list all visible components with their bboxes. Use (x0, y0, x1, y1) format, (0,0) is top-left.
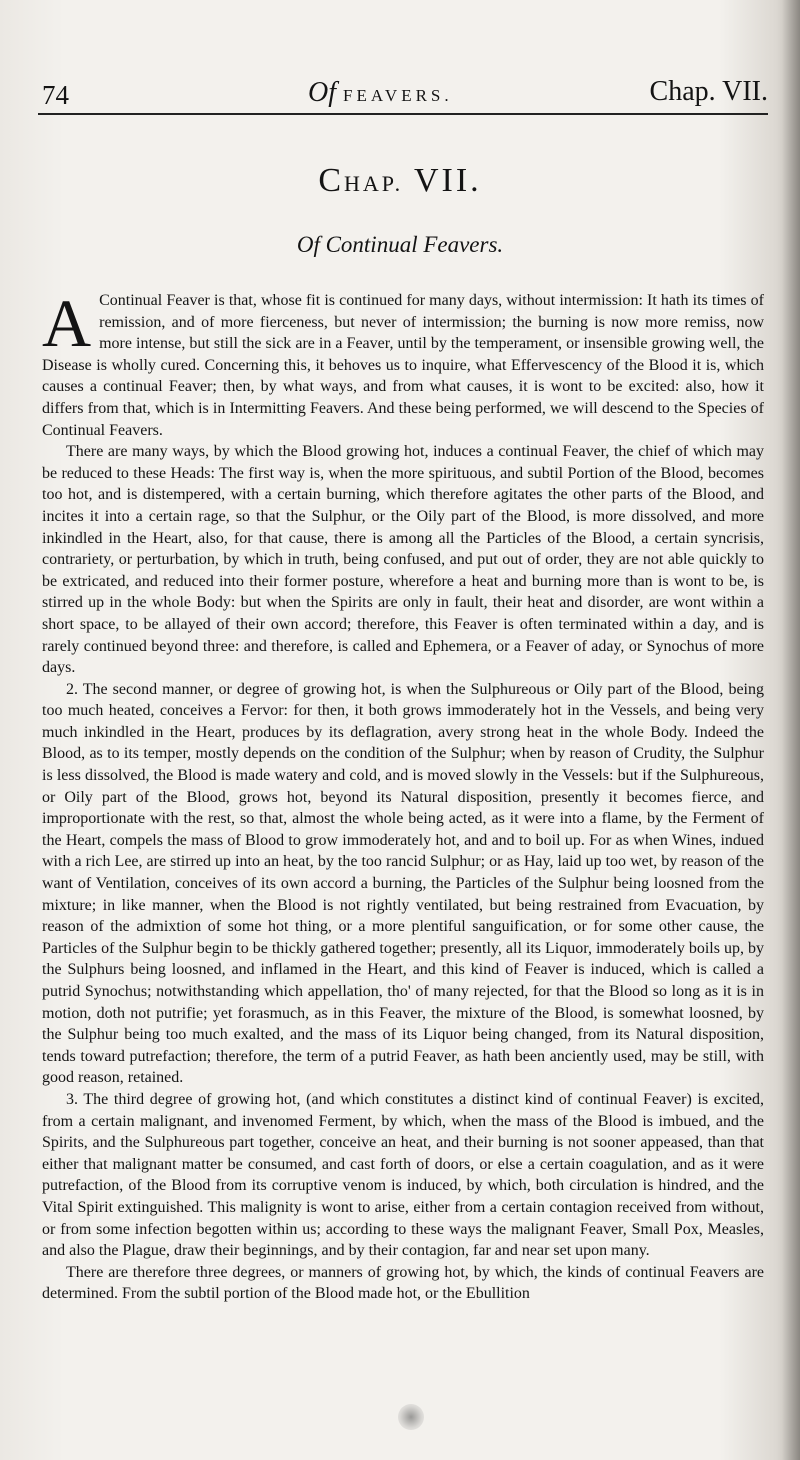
chapter-heading-numeral: VII. (413, 162, 482, 199)
running-title-prefix: Of (308, 77, 343, 108)
paragraph-5: There are therefore three degrees, or manners of growing hot, by which, the kinds of continual Feavers are determined. From the subtil portion of the Blood made hot, or the Ebullition (42, 1263, 764, 1303)
paragraph-4: 3. The third degree of growing hot, (and which constitutes a distinct kind of continual Feaver) is excited, from a certain malignant, and invenomed Ferment, by which, when the mass of the Blood is imbued, and the Spirits, and the Sulphureous part together, conceive an heat, and their burning is not sooner appeased, than that either that malignant matter be consumed, and cast forth of doors, or else a certain coagulation, and as it were putrefaction, of the Blood from its corruptive venom is induced, by which, both circulation is hindred, and the Vital Spirit extinguished. This malignity is wont to arise, either from a certain contagion received from without, or from some infection begotten within us; according to these ways the malignant Feaver, Small Pox, Measles, and also the Plague, draw their beginnings, and by their contagion, far and near set upon many. (42, 1090, 764, 1260)
paragraph-3: 2. The second manner, or degree of growing hot, is when the Sulphureous or Oily part of the Blood, being too much heated, conceives a Fervor: for then, it both grows immoderately hot in the Vessels, and being very much inkindled in the Heart, produces by its deflagration, avery strong heat in the whole Body. Indeed the Blood, as to its temper, mostly depends on the condition of the Sulphur; when by reason of Crudity, the Sulphur is less dissolved, the Blood is made watery and cold, and is moved slowly in the Vessels: but if the Sulphureous, or Oily part of the Blood, grows hot, beyond its Natural disposition, presently it becomes fierce, and improportionate with the rest, so that, almost the whole being acted, as it were into a flame, by the Ferment of the Heart, compels the mass of Blood to grow immoderately hot, and and to boil up. For as when Wines, indued with a rich Lee, are stirred up into an heat, by the too rancid Sulphur; or as Hay, laid up too wet, by reason of the want of Ventilation, conceives of its own accord a burning, the Particles of the Sulphur being loosned from the mixture; in like manner, when the Blood is not rightly ventilated, but being restrained from Evacuation, by reason of the admixtion of some hot thing, or a more plentiful sanguification, or for some other cause, the Particles of the Sulphur begin to be thickly gathered together; presently, all its Liquor, immoderately boils up, by the Sulphurs being loosned, and inflamed in the Heart, and this kind of Feaver is induced, which is called a putrid Synochus; notwithstanding which appellation, tho' of many rejected, for that the Blood so long as it is in motion, doth not putrifie; yet forasmuch, as in this Feaver, the mixture of the Blood, is somewhat loosned, by the Sulphur being too much exalted, and the mass of its Liquor being changed, from its Natural disposition, tends toward putrefaction; therefore, the term of a putrid Feaver, as hath been anciently used, may be still, with good reason, retained. (42, 680, 764, 1087)
paragraph-2: There are many ways, by which the Blood growing hot, induces a continual Feaver, the chief of which may be reduced to these Heads: The first way is, when the more spirituous, and subtil Portion of the Blood, becomes too hot, and is distempered, with a certain burning, which therefore agitates the other parts of the Blood, and incites it into a certain rage, so that the Sulphur, or the Oily part of the Blood, is more dissolved, and more inkindled in the Heart, also, for that cause, there is among all the Particles of the Blood, a certain syncrisis, contrariety, or perturbation, by which in truth, being confused, and put out of order, they are not able quickly to be extricated, and reduced into their former posture, wherefore a heat and burning more than is wont to be, is stirred up in the whole Body: but when the Spirits are only in fault, their heat and disorder, are wont within a short space, to be allayed of their own accord; therefore, this Feaver is often terminated within a day, and is rarely continued beyond three: and therefore, is called and Ephemera, or a Feaver of aday, or Synochus of more days. (42, 443, 764, 677)
running-head (38, 70, 768, 110)
body-text (42, 285, 764, 1305)
drop-cap: A (42, 285, 92, 361)
chapter-heading-initial: C (318, 162, 344, 199)
header-rule (38, 113, 768, 115)
page-number: 74 (42, 80, 69, 110)
ink-blot (398, 1404, 424, 1430)
paragraph-1 (42, 285, 764, 441)
paragraph-1-text: Continual Feaver is that, whose fit is continued for many days, without intermission: It hath its times of remission, and of more fierceness, but never of intermission; the burning is now more remiss, now more intense, but still the sick are in a Feaver, until by the temperament, or insensible growing well, the Disease is wholly cured. Concerning this, it behoves us to inquire, what Effervescency of the Blood it is, which causes a continual Feaver; then, by what ways, and from what causes, it is wont to be excited: also, how it differs from that, which is in Intermitting Feavers. And these being performed, we will descend to the Species of Continual Feavers. (42, 292, 764, 439)
chapter-subtitle: Of Continual Feavers. (296, 232, 504, 257)
page-edge-shadow (782, 0, 800, 1460)
running-title (308, 77, 453, 109)
running-title-caps: FEAVERS. (343, 86, 453, 105)
chapter-heading-small: HAP. (344, 171, 404, 196)
chapter-heading (0, 162, 800, 200)
chapter-reference: Chap. VII. (649, 76, 768, 107)
